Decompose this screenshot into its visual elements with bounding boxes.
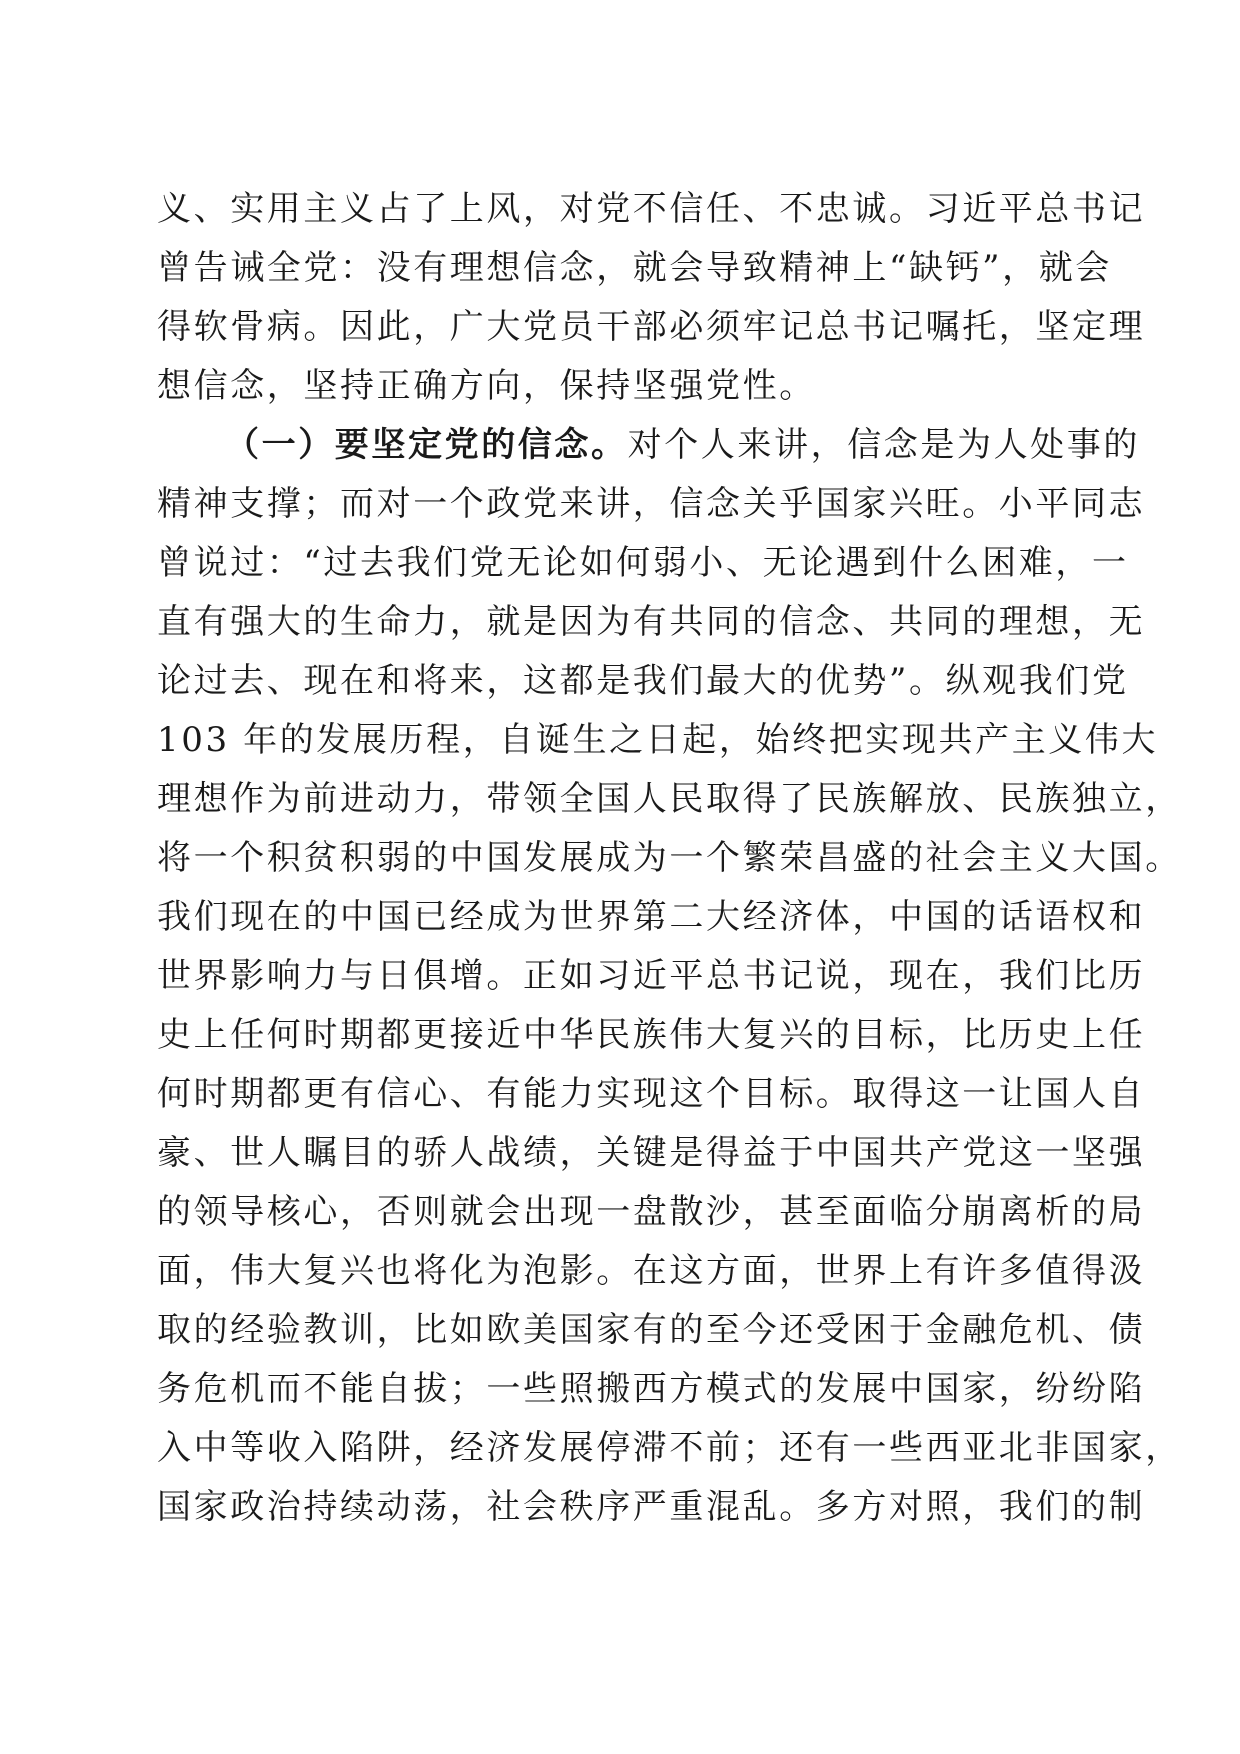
paragraph-1-line: 曾告诫全党：没有理想信念，就会导致精神上“缺钙”，就会 xyxy=(157,248,1112,288)
paragraph-2-line: 史上任何时期都更接近中华民族伟大复兴的目标，比历史上任 xyxy=(157,1015,1146,1055)
paragraph-2-line: 入中等收入陷阱，经济发展停滞不前；还有一些西亚北非国家， xyxy=(157,1428,1182,1468)
document-body xyxy=(157,180,1182,1537)
paragraph-2 xyxy=(157,416,1182,1537)
paragraph-1-line: 想信念，坚持正确方向，保持坚强党性。 xyxy=(157,366,816,406)
paragraph-1-line: 义、实用主义占了上风，对党不信任、不忠诚。习近平总书记 xyxy=(157,189,1146,229)
paragraph-1-line: 得软骨病。因此，广大党员干部必须牢记总书记嘱托，坚定理 xyxy=(157,307,1146,347)
paragraph-1 xyxy=(157,180,1146,416)
paragraph-2-line: 国家政治持续动荡，社会秩序严重混乱。多方对照，我们的制 xyxy=(157,1487,1146,1527)
paragraph-2-line: 我们现在的中国已经成为世界第二大经济体，中国的话语权和 xyxy=(157,897,1146,937)
paragraph-2-first-line-text: 对个人来讲，信念是为人处事的 xyxy=(627,425,1141,465)
paragraph-2-line: 直有强大的生命力，就是因为有共同的信念、共同的理想，无 xyxy=(157,602,1146,642)
paragraph-2-line: 理想作为前进动力，带领全国人民取得了民族解放、民族独立， xyxy=(157,779,1182,819)
paragraph-2-line: 曾说过：“过去我们党无论如何弱小、无论遇到什么困难，一 xyxy=(157,543,1129,583)
paragraph-2-line: 豪、世人瞩目的骄人战绩，关键是得益于中国共产党这一坚强 xyxy=(157,1133,1146,1173)
section-heading: （一）要坚定党的信念。 xyxy=(225,425,628,465)
paragraph-2-line: 何时期都更有信心、有能力实现这个目标。取得这一让国人自 xyxy=(157,1074,1146,1114)
paragraph-2-line: 精神支撑；而对一个政党来讲，信念关乎国家兴旺。小平同志 xyxy=(157,484,1146,524)
paragraph-2-first-line xyxy=(157,416,1141,475)
paragraph-2-line: 取的经验教训，比如欧美国家有的至今还受困于金融危机、债 xyxy=(157,1310,1146,1350)
paragraph-2-line: 面，伟大复兴也将化为泡影。在这方面，世界上有许多值得汲 xyxy=(157,1251,1146,1291)
paragraph-2-line: 世界影响力与日俱增。正如习近平总书记说，现在，我们比历 xyxy=(157,956,1146,996)
paragraph-2-line: 务危机而不能自拔；一些照搬西方模式的发展中国家，纷纷陷 xyxy=(157,1369,1146,1409)
paragraph-2-line: 103 年的发展历程，自诞生之日起，始终把实现共产主义伟大 xyxy=(157,720,1159,760)
paragraph-2-line: 论过去、现在和将来，这都是我们最大的优势”。纵观我们党 xyxy=(157,661,1129,701)
paragraph-2-line: 将一个积贫积弱的中国发展成为一个繁荣昌盛的社会主义大国。 xyxy=(157,838,1182,878)
paragraph-2-line: 的领导核心，否则就会出现一盘散沙，甚至面临分崩离析的局 xyxy=(157,1192,1146,1232)
